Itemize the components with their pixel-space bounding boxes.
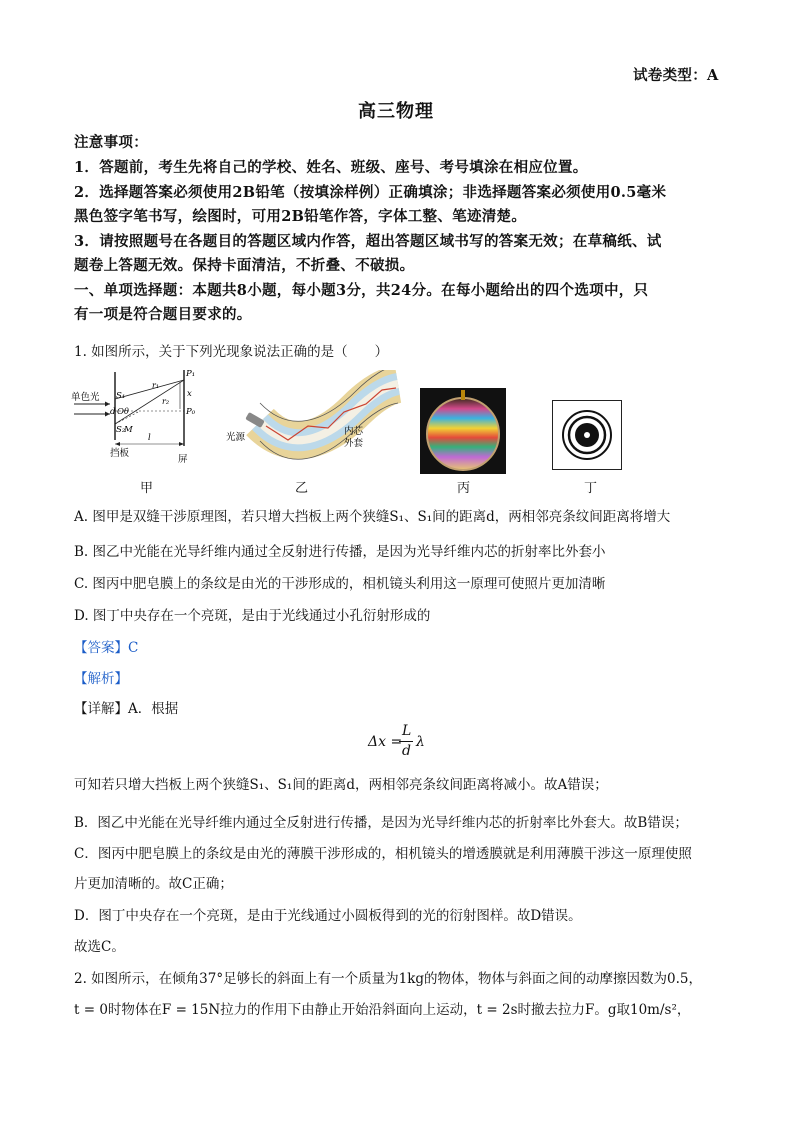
- paper-type: 试卷类型：A: [633, 67, 719, 84]
- single-light-label: 单色光: [71, 392, 100, 403]
- svg-text:P₀: P₀: [186, 407, 196, 417]
- analysis-heading: 【解析】: [74, 671, 128, 687]
- option-a: A. 图甲是双缝干涉原理图，若只增大挡板上两个狭缝S₁、S₁间的距离d，两相邻亮条纹间距离将增大: [74, 509, 671, 525]
- svg-text:r₂: r₂: [162, 397, 170, 406]
- svg-text:x: x: [187, 389, 192, 399]
- baffle-label: 挡板: [110, 448, 130, 459]
- optical-fiber-diagram: [226, 370, 402, 470]
- inner-core-label: 内芯: [344, 426, 364, 437]
- figure-caption-ding: 丁: [584, 481, 598, 496]
- formula-rhs: λ: [416, 734, 425, 750]
- notice-item: 黑色签字笔书写，绘图时，可用2B铅笔作答，字体工整、笔迹清楚。: [74, 208, 527, 225]
- question-2-line: 2. 如图所示，在倾角37°足够长的斜面上有一个质量为1kg的物体，物体与斜面之间的动摩擦因数为0.5，: [74, 971, 702, 987]
- svg-text:P₁: P₁: [186, 369, 196, 379]
- svg-text:θ: θ: [124, 407, 129, 416]
- svg-text:O: O: [117, 407, 124, 417]
- screen-label: 屏: [178, 454, 188, 465]
- notice-item: 2．选择题答案必须使用2B铅笔（按填涂样例）正确填涂；非选择题答案必须使用0.5毫米: [74, 184, 667, 201]
- outer-sheath-label: 外套: [344, 438, 364, 449]
- section-heading-cont: 有一项是符合题目要求的。: [74, 306, 252, 323]
- explanation-line: 片更加清晰的。故C正确；: [74, 876, 233, 892]
- svg-text:l: l: [148, 433, 151, 443]
- explanation-line: B．图乙中光能在光导纤维内通过全反射进行传播，是因为光导纤维内芯的折射率比外套大。故B错误；: [74, 815, 688, 831]
- question-stem: 1. 如图所示，关于下列光现象说法正确的是（ ）: [74, 344, 389, 360]
- option-d: D. 图丁中央存在一个亮斑，是由于光线通过小孔衍射形成的: [74, 608, 431, 624]
- formula-numerator: L: [402, 723, 412, 739]
- page-title: 高三物理: [358, 101, 434, 122]
- figure-caption-bing: 丙: [457, 481, 471, 496]
- formula-denominator: d: [402, 743, 411, 759]
- notice-item: 题卷上答题无效。保持卡面清洁，不折叠、不破损。: [74, 257, 415, 274]
- bright-spot-diagram: [552, 400, 622, 470]
- detail-intro: 【详解】A．根据: [74, 701, 179, 717]
- double-slit-diagram: [70, 366, 210, 474]
- conclusion: 故选C。: [74, 939, 125, 955]
- notice-item: 3．请按照题号在各题目的答题区域内作答，超出答题区域书写的答案无效；在草稿纸、试: [74, 233, 662, 250]
- soap-film-image: [420, 388, 506, 474]
- explanation-line: C．图丙中肥皂膜上的条纹是由光的薄膜干涉形成的，相机镜头的增透膜就是利用薄膜干涉这一原理使照: [74, 846, 692, 862]
- svg-text:r₁: r₁: [152, 381, 160, 390]
- question-2-line: t = 0时物体在F = 15N拉力的作用下由静止开始沿斜面向上运动，t = 2s时撤去拉力F。g取10m/s²，: [74, 1002, 691, 1018]
- answer: 【答案】C: [74, 640, 139, 656]
- light-source-label: 光源: [226, 432, 246, 443]
- section-heading: 一、单项选择题：本题共8小题，每小题3分，共24分。在每小题给出的四个选项中，只: [74, 282, 649, 299]
- svg-text:M: M: [124, 425, 133, 435]
- figure-caption-jia: 甲: [140, 481, 154, 496]
- figure-caption-yi: 乙: [295, 481, 309, 496]
- option-c: C. 图丙中肥皂膜上的条纹是由光的干涉形成的，相机镜头利用这一原理可使照片更加清晰: [74, 576, 606, 592]
- explanation-line: 可知若只增大挡板上两个狭缝S₁、S₁间的距离d，两相邻亮条纹间距离将减小。故A错误；: [74, 777, 608, 793]
- explanation-line: D．图丁中央存在一个亮斑，是由于光线通过小圆板得到的光的衍射图样。故D错误。: [74, 908, 582, 924]
- option-b: B. 图乙中光能在光导纤维内通过全反射进行传播，是因为光导纤维内芯的折射率比外套小: [74, 544, 606, 560]
- formula-lhs: Δx =: [368, 734, 403, 750]
- svg-text:S₁: S₁: [116, 391, 126, 401]
- fraction-bar: [399, 741, 413, 742]
- notice-item: 1．答题前，考生先将自己的学校、姓名、班级、座号、考号填涂在相应位置。: [74, 159, 588, 176]
- svg-text:S₂: S₂: [116, 425, 126, 435]
- notice-heading: 注意事项：: [74, 134, 148, 151]
- svg-text:d: d: [110, 407, 116, 417]
